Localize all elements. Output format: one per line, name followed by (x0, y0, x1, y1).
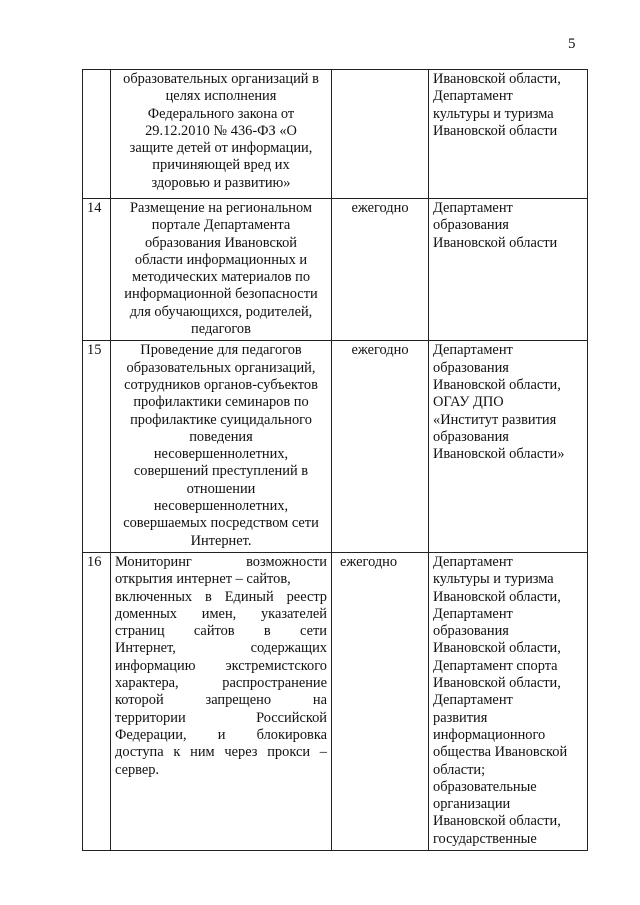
action-text-line: территории Российской (115, 709, 327, 726)
responsible-text-line: Ивановской области, (433, 588, 561, 605)
term-cell (332, 70, 429, 199)
action-text-line: включенных в Единый реестр (115, 588, 327, 605)
action-text-line: портале Департамента (151, 217, 291, 234)
term-cell: ежегодно (332, 199, 429, 341)
responsible-text-line: Департамент (433, 200, 513, 216)
responsible-cell (429, 552, 588, 850)
responsible-cell (429, 70, 588, 199)
action-text-line: Федерации, и блокировка (115, 726, 327, 743)
action-text-line: педагогов (191, 321, 251, 338)
action-text-line: информацию экстремистского (115, 657, 327, 674)
action-text-line: открытия интернет – сайтов, (115, 571, 291, 588)
responsible-text-line: образования (433, 359, 509, 376)
table-row (83, 341, 588, 553)
table-row (83, 70, 588, 199)
action-text-line: защите детей от информации, (129, 140, 313, 157)
table-row (83, 552, 588, 850)
action-text-line: образовательных организаций, (126, 359, 316, 376)
responsible-text-line: Департамент (433, 342, 513, 359)
responsible-text-line: Ивановской области, (433, 376, 561, 393)
responsible-text-line: Ивановской области, (433, 71, 561, 87)
action-text-line: несовершеннолетних, (153, 446, 289, 463)
action-text-line: страниц сайтов в сети (115, 623, 327, 640)
responsible-text-line: области; (433, 761, 486, 778)
term-cell: ежегодно (332, 341, 429, 553)
action-text-line: здоровью и развитию» (151, 174, 291, 191)
row-number-cell: 14 (83, 199, 111, 341)
action-text-line: 29.12.2010 № 436-ФЗ «О (145, 122, 297, 139)
row-number-cell (83, 70, 111, 199)
measures-table (82, 69, 588, 851)
responsible-text-line: информационного (433, 726, 546, 743)
responsible-text-line: развития (433, 709, 488, 726)
action-text-line: совершаемых посредством сети (123, 515, 319, 532)
row-number-cell: 15 (83, 341, 111, 553)
action-text-line: образования Ивановской (144, 234, 298, 251)
responsible-text-line: Департамент (433, 553, 513, 570)
action-text-line: доменных имен, указателей (115, 605, 327, 622)
responsible-text-line: Ивановской области (433, 122, 558, 139)
action-text-line: поведения (189, 428, 253, 445)
action-text-line: сотрудников органов-субъектов (124, 376, 318, 393)
action-text-line: характера, распространение (115, 675, 327, 692)
responsible-text-line: Ивановской области, (433, 640, 561, 657)
page-number: 5 (568, 36, 576, 52)
responsible-text-line: общества Ивановской (433, 744, 568, 761)
responsible-text-line: Ивановской области» (433, 446, 565, 463)
responsible-text-line: образования (433, 217, 509, 234)
responsible-text-line: Ивановской области, (433, 675, 561, 692)
responsible-text-line: государственные (433, 830, 537, 847)
responsible-text-line: Департамент спорта (433, 657, 558, 674)
action-text-line: для обучающихся, родителей, (129, 303, 313, 320)
action-cell (111, 552, 332, 850)
action-text-line: профилактики семинаров по (133, 394, 309, 411)
responsible-text-line: образования (433, 623, 509, 640)
responsible-text-line: организации (433, 796, 511, 813)
action-text-line: Проведение для педагогов (140, 342, 302, 359)
responsible-text-line: культуры и туризма (433, 571, 554, 588)
action-text-line: отношении (186, 480, 256, 497)
action-text-line: образовательных организаций в (123, 71, 319, 87)
action-text-line: Мониторинг возможности (115, 553, 327, 570)
action-cell (111, 199, 332, 341)
action-text-line: причиняющей вред их (152, 157, 290, 174)
action-text-line: совершений преступлений в (133, 463, 309, 480)
responsible-text-line: Департамент (433, 692, 513, 709)
responsible-cell (429, 341, 588, 553)
action-text-line: сервер. (115, 761, 160, 778)
responsible-text-line: Департамент (433, 88, 513, 105)
action-text-line: методических материалов по (131, 269, 311, 286)
responsible-text-line: культуры и туризма (433, 105, 554, 122)
action-text-line: Федерального закона от (147, 105, 295, 122)
term-cell: ежегодно (332, 552, 429, 850)
action-cell (111, 341, 332, 553)
responsible-text-line: Департамент (433, 605, 513, 622)
responsible-text-line: «Институт развития (433, 411, 557, 428)
action-text-line: которой запрещено на (115, 692, 327, 709)
action-text-line: целях исполнения (165, 88, 277, 105)
action-text-line: Интернет, содержащих (115, 640, 327, 657)
responsible-text-line: образования (433, 428, 509, 445)
responsible-text-line: ОГАУ ДПО (433, 394, 504, 411)
action-cell (111, 70, 332, 199)
action-text-line: профилактике суицидального (130, 411, 312, 428)
responsible-cell (429, 199, 588, 341)
row-number-cell: 16 (83, 552, 111, 850)
responsible-text-line: Ивановской области (433, 234, 558, 251)
action-text-line: Интернет. (190, 532, 252, 549)
action-text-line: доступа к ним через прокси – (115, 744, 327, 761)
action-text-line: несовершеннолетних, (153, 498, 289, 515)
action-text-line: информационной безопасности (124, 286, 318, 303)
table-row (83, 199, 588, 341)
responsible-text-line: образовательные (433, 778, 537, 795)
action-text-line: области информационных и (134, 251, 308, 268)
action-text-line: Размещение на региональном (130, 200, 312, 216)
responsible-text-line: Ивановской области, (433, 813, 561, 830)
